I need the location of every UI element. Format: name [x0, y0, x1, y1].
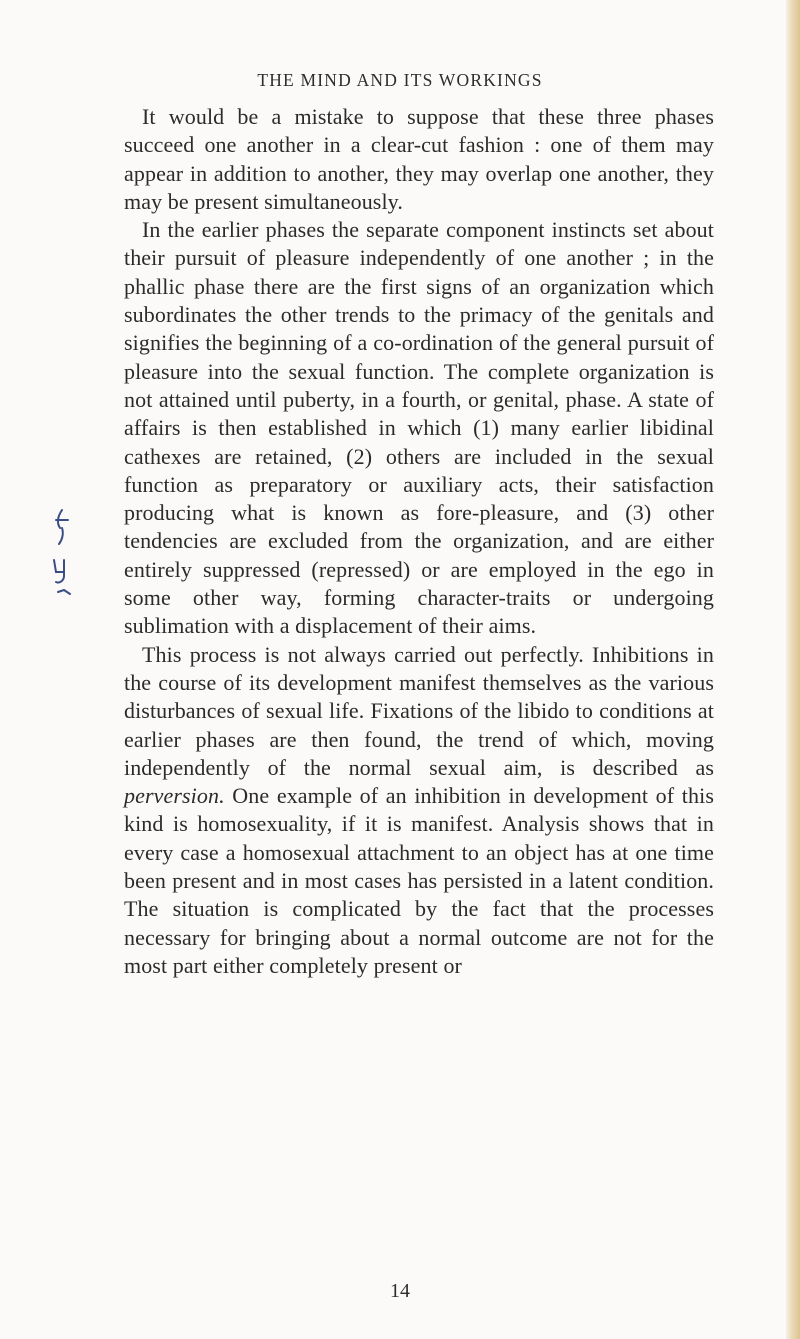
body-text	[124, 103, 714, 980]
page-edge	[786, 0, 800, 1339]
emphasis-perversion: perversion.	[124, 783, 225, 809]
page-number: 14	[390, 1280, 410, 1302]
margin-annotation-icon	[44, 480, 84, 600]
paragraph-3-rest: One example of an inhibition in development of this kind is homosexuality, if it is manifest. Analysis shows that in every case a homosexual attachment to an object has at one time been present and in most cases has persisted in a latent condition. The situation is complicated by the fact that the processes necessary for bringing about a normal outcome are not for the most part either completely present or	[124, 783, 714, 978]
paragraph-2: In the earlier phases the separate component instincts set about their pursuit of pleasure independently of one another ; in the phallic phase there are the first signs of an organization which subordinates the other trends to the primacy of the genitals and signifies the beginning of a co-ordination of the general pursuit of pleasure into the sexual function. The complete organization is not attained until puberty, in a fourth, or genital, phase. A state of affairs is then established in which (1) many earlier libidinal cathexes are retained, (2) others are included in the sexual function as preparatory or auxiliary acts, their satisfaction producing what is known as fore-pleasure, and (3) other tendencies are excluded from the organization, and are either entirely suppressed (repressed) or are employed in the ego in some other way, forming character-traits or undergoing sublimation with a displacement of their aims.	[124, 217, 714, 639]
running-head: THE MIND AND ITS WORKINGS	[257, 70, 543, 90]
paragraph-3	[124, 641, 714, 981]
paragraph-1: It would be a mistake to suppose that these three phases succeed one another in a clear-cut fashion : one of them may appear in addition to another, they may overlap one another, they may be present simultaneously.	[124, 104, 714, 214]
paragraph-3-lead: This process is not always carried out perfectly. Inhibitions in the course of its development manifest themselves as the various disturbances of sexual life. Fixations of the libido to conditions at earlier phases are then found, the trend of which, moving independently of the normal sexual aim, is described as	[124, 641, 714, 780]
